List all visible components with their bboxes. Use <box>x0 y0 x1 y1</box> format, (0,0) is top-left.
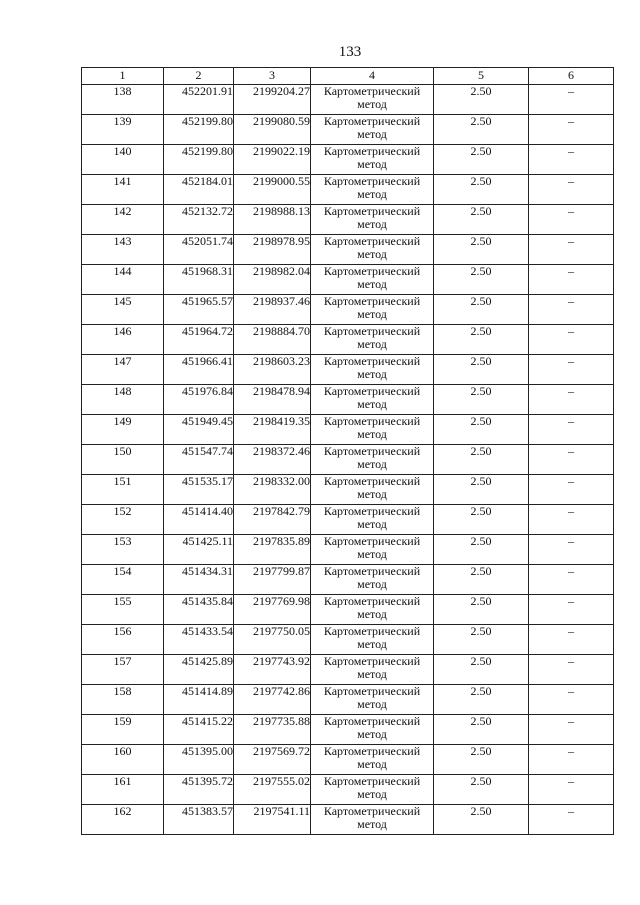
note-cell: – <box>529 715 614 745</box>
x-coordinate-cell: 451414.40 <box>164 505 234 535</box>
page-number: 133 <box>338 44 362 60</box>
x-coordinate-cell: 451965.57 <box>164 295 234 325</box>
table-row <box>82 745 614 775</box>
note-cell: – <box>529 295 614 325</box>
y-coordinate-cell: 2198372.46 <box>234 445 311 475</box>
x-coordinate-cell: 452201.91 <box>164 85 234 115</box>
y-coordinate-cell: 2199204.27 <box>234 85 311 115</box>
y-coordinate-cell: 2198982.04 <box>234 265 311 295</box>
table-row <box>82 265 614 295</box>
point-number-cell: 146 <box>82 325 164 355</box>
point-number-cell: 147 <box>82 355 164 385</box>
note-cell: – <box>529 175 614 205</box>
accuracy-cell: 2.50 <box>434 715 529 745</box>
accuracy-cell: 2.50 <box>434 115 529 145</box>
accuracy-cell: 2.50 <box>434 775 529 805</box>
method-cell: Картометрический метод <box>311 655 434 685</box>
x-coordinate-cell: 452199.80 <box>164 115 234 145</box>
y-coordinate-cell: 2197743.92 <box>234 655 311 685</box>
y-coordinate-cell: 2198478.94 <box>234 385 311 415</box>
table-row <box>82 325 614 355</box>
method-cell: Картометрический метод <box>311 145 434 175</box>
method-cell: Картометрический метод <box>311 775 434 805</box>
accuracy-cell: 2.50 <box>434 805 529 835</box>
accuracy-cell: 2.50 <box>434 565 529 595</box>
table-row <box>82 805 614 835</box>
x-coordinate-cell: 451535.17 <box>164 475 234 505</box>
point-number-cell: 158 <box>82 685 164 715</box>
table-header-row <box>82 68 614 85</box>
table-row <box>82 775 614 805</box>
column-header-accuracy: 5 <box>434 68 529 85</box>
x-coordinate-cell: 451414.89 <box>164 685 234 715</box>
method-cell: Картометрический метод <box>311 715 434 745</box>
y-coordinate-cell: 2197842.79 <box>234 505 311 535</box>
accuracy-cell: 2.50 <box>434 265 529 295</box>
method-cell: Картометрический метод <box>311 565 434 595</box>
method-cell: Картометрический метод <box>311 805 434 835</box>
y-coordinate-cell: 2197769.98 <box>234 595 311 625</box>
note-cell: – <box>529 355 614 385</box>
point-number-cell: 141 <box>82 175 164 205</box>
accuracy-cell: 2.50 <box>434 535 529 565</box>
accuracy-cell: 2.50 <box>434 685 529 715</box>
x-coordinate-cell: 451433.54 <box>164 625 234 655</box>
x-coordinate-cell: 451425.89 <box>164 655 234 685</box>
coordinates-table <box>81 67 614 835</box>
note-cell: – <box>529 115 614 145</box>
method-cell: Картометрический метод <box>311 445 434 475</box>
y-coordinate-cell: 2198603.23 <box>234 355 311 385</box>
y-coordinate-cell: 2198884.70 <box>234 325 311 355</box>
column-header-point-number: 1 <box>82 68 164 85</box>
x-coordinate-cell: 452184.01 <box>164 175 234 205</box>
y-coordinate-cell: 2199080.59 <box>234 115 311 145</box>
method-cell: Картометрический метод <box>311 175 434 205</box>
y-coordinate-cell: 2197541.11 <box>234 805 311 835</box>
note-cell: – <box>529 145 614 175</box>
note-cell: – <box>529 415 614 445</box>
note-cell: – <box>529 745 614 775</box>
y-coordinate-cell: 2197835.89 <box>234 535 311 565</box>
point-number-cell: 162 <box>82 805 164 835</box>
note-cell: – <box>529 205 614 235</box>
table-row <box>82 355 614 385</box>
note-cell: – <box>529 775 614 805</box>
note-cell: – <box>529 595 614 625</box>
y-coordinate-cell: 2197750.05 <box>234 625 311 655</box>
method-cell: Картометрический метод <box>311 745 434 775</box>
x-coordinate-cell: 451964.72 <box>164 325 234 355</box>
point-number-cell: 142 <box>82 205 164 235</box>
point-number-cell: 145 <box>82 295 164 325</box>
point-number-cell: 159 <box>82 715 164 745</box>
x-coordinate-cell: 451976.84 <box>164 385 234 415</box>
point-number-cell: 152 <box>82 505 164 535</box>
accuracy-cell: 2.50 <box>434 475 529 505</box>
table-row <box>82 235 614 265</box>
x-coordinate-cell: 452132.72 <box>164 205 234 235</box>
table-row <box>82 565 614 595</box>
y-coordinate-cell: 2198332.00 <box>234 475 311 505</box>
point-number-cell: 160 <box>82 745 164 775</box>
point-number-cell: 156 <box>82 625 164 655</box>
column-header-method: 4 <box>311 68 434 85</box>
table-row <box>82 85 614 115</box>
table-row <box>82 595 614 625</box>
y-coordinate-cell: 2198937.46 <box>234 295 311 325</box>
column-header-note: 6 <box>529 68 614 85</box>
x-coordinate-cell: 451547.74 <box>164 445 234 475</box>
accuracy-cell: 2.50 <box>434 295 529 325</box>
accuracy-cell: 2.50 <box>434 655 529 685</box>
table-body <box>82 85 614 835</box>
method-cell: Картометрический метод <box>311 205 434 235</box>
method-cell: Картометрический метод <box>311 325 434 355</box>
y-coordinate-cell: 2197742.86 <box>234 685 311 715</box>
accuracy-cell: 2.50 <box>434 205 529 235</box>
x-coordinate-cell: 451435.84 <box>164 595 234 625</box>
method-cell: Картометрический метод <box>311 685 434 715</box>
x-coordinate-cell: 451383.57 <box>164 805 234 835</box>
y-coordinate-cell: 2199000.55 <box>234 175 311 205</box>
point-number-cell: 138 <box>82 85 164 115</box>
point-number-cell: 151 <box>82 475 164 505</box>
note-cell: – <box>529 325 614 355</box>
note-cell: – <box>529 805 614 835</box>
x-coordinate-cell: 452051.74 <box>164 235 234 265</box>
note-cell: – <box>529 385 614 415</box>
y-coordinate-cell: 2198419.35 <box>234 415 311 445</box>
table-row <box>82 145 614 175</box>
table-row <box>82 205 614 235</box>
table-row <box>82 445 614 475</box>
note-cell: – <box>529 535 614 565</box>
accuracy-cell: 2.50 <box>434 85 529 115</box>
method-cell: Картометрический метод <box>311 85 434 115</box>
point-number-cell: 140 <box>82 145 164 175</box>
note-cell: – <box>529 505 614 535</box>
accuracy-cell: 2.50 <box>434 625 529 655</box>
accuracy-cell: 2.50 <box>434 415 529 445</box>
y-coordinate-cell: 2197569.72 <box>234 745 311 775</box>
x-coordinate-cell: 451949.45 <box>164 415 234 445</box>
y-coordinate-cell: 2197799.87 <box>234 565 311 595</box>
method-cell: Картометрический метод <box>311 505 434 535</box>
x-coordinate-cell: 452199.80 <box>164 145 234 175</box>
method-cell: Картометрический метод <box>311 355 434 385</box>
note-cell: – <box>529 655 614 685</box>
column-header-x: 2 <box>164 68 234 85</box>
method-cell: Картометрический метод <box>311 535 434 565</box>
accuracy-cell: 2.50 <box>434 505 529 535</box>
note-cell: – <box>529 265 614 295</box>
x-coordinate-cell: 451968.31 <box>164 265 234 295</box>
point-number-cell: 139 <box>82 115 164 145</box>
note-cell: – <box>529 565 614 595</box>
x-coordinate-cell: 451434.31 <box>164 565 234 595</box>
y-coordinate-cell: 2198978.95 <box>234 235 311 265</box>
table-row <box>82 385 614 415</box>
method-cell: Картометрический метод <box>311 295 434 325</box>
table-row <box>82 715 614 745</box>
point-number-cell: 155 <box>82 595 164 625</box>
y-coordinate-cell: 2198988.13 <box>234 205 311 235</box>
x-coordinate-cell: 451966.41 <box>164 355 234 385</box>
x-coordinate-cell: 451395.00 <box>164 745 234 775</box>
accuracy-cell: 2.50 <box>434 385 529 415</box>
table-row <box>82 505 614 535</box>
accuracy-cell: 2.50 <box>434 325 529 355</box>
table-row <box>82 625 614 655</box>
y-coordinate-cell: 2199022.19 <box>234 145 311 175</box>
table-row <box>82 655 614 685</box>
note-cell: – <box>529 85 614 115</box>
table-row <box>82 295 614 325</box>
method-cell: Картометрический метод <box>311 235 434 265</box>
accuracy-cell: 2.50 <box>434 595 529 625</box>
note-cell: – <box>529 235 614 265</box>
x-coordinate-cell: 451425.11 <box>164 535 234 565</box>
y-coordinate-cell: 2197555.02 <box>234 775 311 805</box>
x-coordinate-cell: 451395.72 <box>164 775 234 805</box>
method-cell: Картометрический метод <box>311 385 434 415</box>
point-number-cell: 143 <box>82 235 164 265</box>
table-row <box>82 535 614 565</box>
table-row <box>82 685 614 715</box>
accuracy-cell: 2.50 <box>434 235 529 265</box>
method-cell: Картометрический метод <box>311 415 434 445</box>
note-cell: – <box>529 445 614 475</box>
method-cell: Картометрический метод <box>311 625 434 655</box>
column-header-y: 3 <box>234 68 311 85</box>
table-row <box>82 415 614 445</box>
point-number-cell: 149 <box>82 415 164 445</box>
note-cell: – <box>529 685 614 715</box>
point-number-cell: 144 <box>82 265 164 295</box>
point-number-cell: 161 <box>82 775 164 805</box>
method-cell: Картометрический метод <box>311 595 434 625</box>
y-coordinate-cell: 2197735.88 <box>234 715 311 745</box>
note-cell: – <box>529 625 614 655</box>
accuracy-cell: 2.50 <box>434 355 529 385</box>
table-row <box>82 115 614 145</box>
point-number-cell: 153 <box>82 535 164 565</box>
x-coordinate-cell: 451415.22 <box>164 715 234 745</box>
accuracy-cell: 2.50 <box>434 745 529 775</box>
table-row <box>82 175 614 205</box>
method-cell: Картометрический метод <box>311 475 434 505</box>
point-number-cell: 148 <box>82 385 164 415</box>
note-cell: – <box>529 475 614 505</box>
point-number-cell: 154 <box>82 565 164 595</box>
method-cell: Картометрический метод <box>311 265 434 295</box>
table-row <box>82 475 614 505</box>
accuracy-cell: 2.50 <box>434 445 529 475</box>
accuracy-cell: 2.50 <box>434 175 529 205</box>
point-number-cell: 157 <box>82 655 164 685</box>
point-number-cell: 150 <box>82 445 164 475</box>
accuracy-cell: 2.50 <box>434 145 529 175</box>
method-cell: Картометрический метод <box>311 115 434 145</box>
